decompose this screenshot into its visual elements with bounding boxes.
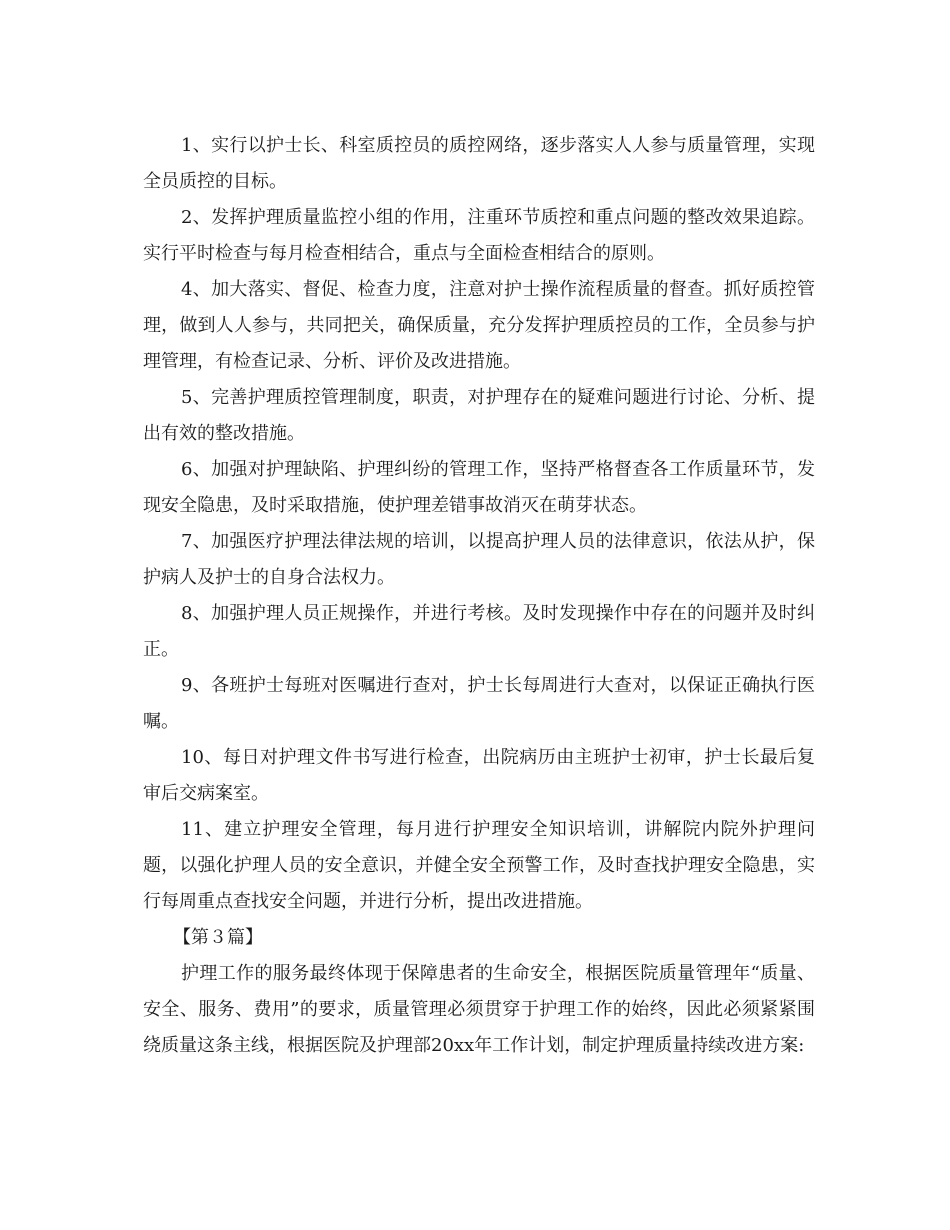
paragraph-item-4: 4、加大落实、督促、检查力度，注意对护士操作流程质量的督查。抓好质控管理，做到人人参与，共同把关，确保质量，充分发挥护理质控员的工作，全员参与护理管理，有检查记录、分析、评价及改进措施。 [143,279,815,372]
section-heading: 【第３篇】 [173,927,263,948]
paragraph-item-9: 9、各班护士每班对医嘱进行查对，护士长每周进行大查对，以保证正确执行医嘱。 [143,675,815,732]
paragraph-item-1: 1、实行以护士长、科室质控员的质控网络，逐步落实人人参与质量管理，实现全员质控的目标。 [143,135,815,192]
document-body [143,128,815,1064]
paragraph-item-6: 6、加强对护理缺陷、护理纠纷的管理工作，坚持严格督查各工作质量环节，发现安全隐患，及时采取措施，使护理差错事故消灭在萌芽状态。 [143,459,815,516]
paragraph-item-2: 2、发挥护理质量监控小组的作用，注重环节质控和重点问题的整改效果追踪。实行平时检查与每月检查相结合，重点与全面检查相结合的原则。 [143,207,815,264]
paragraph-item-10: 10、每日对护理文件书写进行检查，出院病历由主班护士初审，护士长最后复审后交病案室。 [143,747,815,804]
paragraph-item-8: 8、加强护理人员正规操作，并进行考核。及时发现操作中存在的问题并及时纠正。 [143,603,815,660]
intro-paragraph: 护理工作的服务最终体现于保障患者的生命安全，根据医院质量管理年“质量、安全、服务、费用”的要求，质量管理必须贯穿于护理工作的始终，因此必须紧紧围绕质量这条主线，根据医院及护理部20xx年工作计划，制定护理质量持续改进方案: [143,963,815,1056]
paragraph-item-7: 7、加强医疗护理法律法规的培训，以提高护理人员的法律意识，依法从护，保护病人及护士的自身合法权力。 [143,531,815,588]
paragraph-item-5: 5、完善护理质控管理制度，职责，对护理存在的疑难问题进行讨论、分析、提出有效的整改措施。 [143,387,815,444]
paragraph-item-11: 11、建立护理安全管理，每月进行护理安全知识培训，讲解院内院外护理问题，以强化护理人员的安全意识，并健全安全预警工作，及时查找护理安全隐患，实行每周重点查找安全问题，并进行分析，提出改进措施。 [143,819,815,912]
